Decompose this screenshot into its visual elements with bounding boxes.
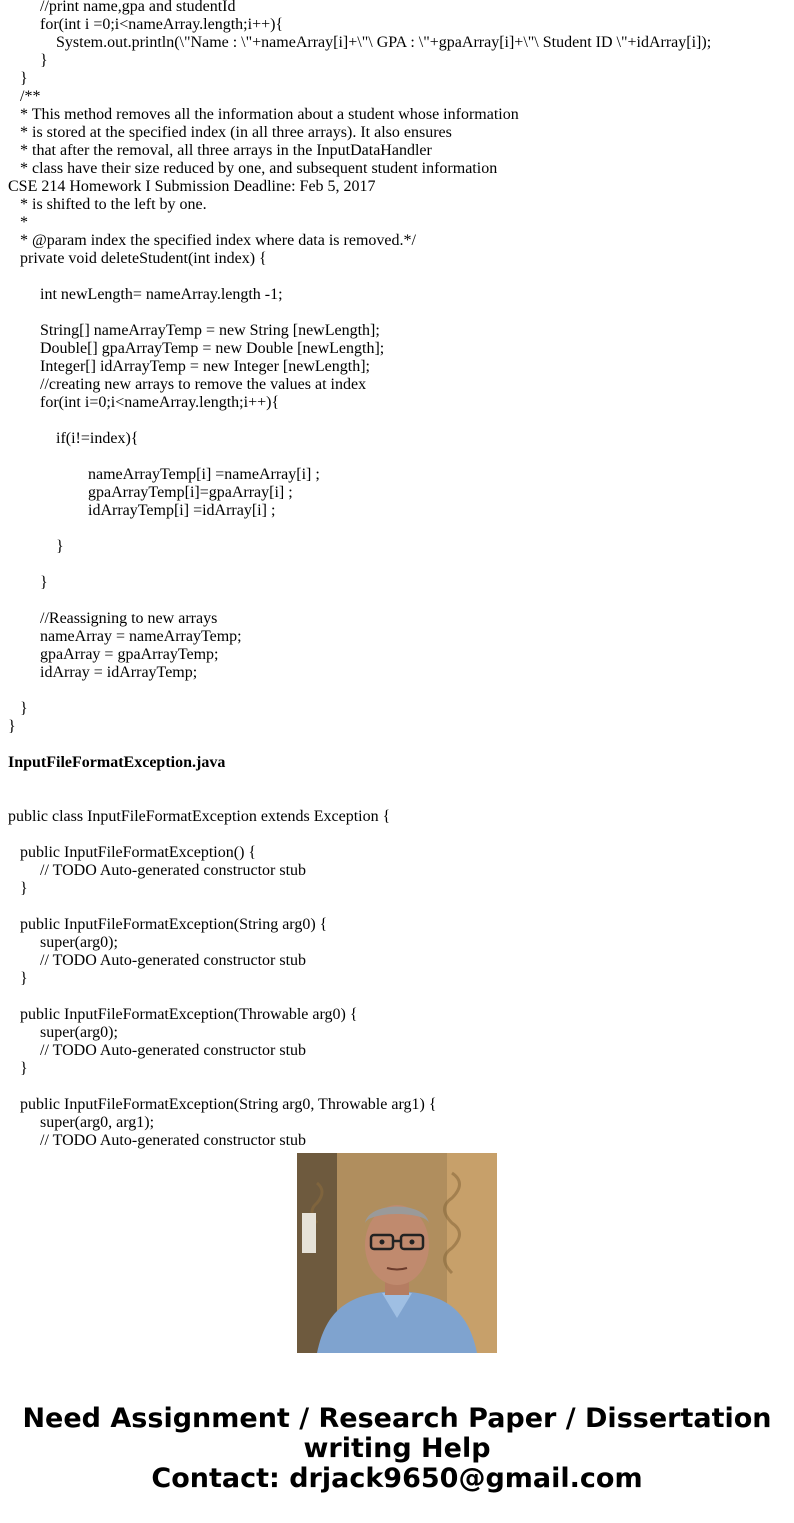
document-line: private void deleteStudent(int index) {	[8, 250, 267, 267]
banner-line-2: writing Help	[303, 1433, 491, 1464]
document-line: //print name,gpa and studentId	[8, 0, 236, 15]
avatar	[297, 1153, 497, 1353]
document-line: }	[8, 538, 64, 555]
document-line: gpaArray = gpaArrayTemp;	[8, 646, 219, 663]
document-line: System.out.println(\"Name : \"+nameArray[i]+\"\ GPA : \"+gpaArray[i]+\"\ Student ID \"+idArray[i]);	[8, 34, 712, 51]
document-line: // TODO Auto-generated constructor stub	[8, 952, 307, 969]
document-line: * is shifted to the left by one.	[8, 196, 207, 213]
document-line: for(int i=0;i<nameArray.length;i++){	[8, 394, 280, 411]
document-line: nameArrayTemp[i] =nameArray[i] ;	[8, 466, 320, 483]
document-line: // TODO Auto-generated constructor stub	[8, 1042, 307, 1059]
document-line: nameArray = nameArrayTemp;	[8, 628, 242, 645]
banner-line-1: Need Assignment / Research Paper / Dissertation	[22, 1403, 772, 1434]
document-line: gpaArrayTemp[i]=gpaArray[i] ;	[8, 484, 293, 501]
document-line: * This method removes all the information about a student whose information	[8, 106, 519, 123]
document-line: public InputFileFormatException() {	[8, 844, 257, 861]
document-line: Double[] gpaArrayTemp = new Double [newLength];	[8, 340, 385, 357]
document-line: idArrayTemp[i] =idArray[i] ;	[8, 502, 276, 519]
document-line: idArray = idArrayTemp;	[8, 664, 198, 681]
document-line: * is stored at the specified index (in all three arrays). It also ensures	[8, 124, 452, 141]
document-line: }	[8, 574, 48, 591]
banner-contact: Contact: drjack9650@gmail.com	[151, 1463, 643, 1494]
document-line: }	[8, 700, 28, 717]
document-line: Integer[] idArrayTemp = new Integer [newLength];	[8, 358, 370, 375]
document-line: }	[8, 52, 48, 69]
document-line: public InputFileFormatException(String arg0, Throwable arg1) {	[8, 1096, 437, 1113]
document-line: public InputFileFormatException(Throwable arg0) {	[8, 1006, 358, 1023]
document-line: }	[8, 1060, 28, 1077]
person-photo-icon	[297, 1153, 497, 1353]
document-line: //Reassigning to new arrays	[8, 610, 218, 627]
document-line: public class InputFileFormatException extends Exception {	[8, 808, 391, 825]
document-line: String[] nameArrayTemp = new String [newLength];	[8, 322, 380, 339]
document-line: }	[8, 880, 28, 897]
document-line: super(arg0, arg1);	[8, 1114, 155, 1131]
document-line: * that after the removal, all three arrays in the InputDataHandler	[8, 142, 432, 159]
document-line: }	[8, 70, 28, 87]
document-line: super(arg0);	[8, 934, 118, 951]
document-line: * class have their size reduced by one, and subsequent student information	[8, 160, 498, 177]
document-line: CSE 214 Homework I Submission Deadline: Feb 5, 2017	[8, 178, 376, 195]
document-line: *	[8, 214, 28, 231]
document-line: /**	[8, 88, 41, 105]
document-line: public InputFileFormatException(String arg0) {	[8, 916, 328, 933]
document-line: for(int i =0;i<nameArray.length;i++){	[8, 16, 284, 33]
document-line: }	[8, 718, 16, 735]
document-line: //creating new arrays to remove the values at index	[8, 376, 367, 393]
file-heading: InputFileFormatException.java	[8, 754, 226, 771]
document-line: if(i!=index){	[8, 430, 139, 447]
document-line: * @param index the specified index where data is removed.*/	[8, 232, 416, 249]
document-line: int newLength= nameArray.length -1;	[8, 286, 283, 303]
document-line: // TODO Auto-generated constructor stub	[8, 862, 307, 879]
document-line: // TODO Auto-generated constructor stub	[8, 1132, 307, 1149]
document-line: super(arg0);	[8, 1024, 118, 1041]
document-line: }	[8, 970, 28, 987]
